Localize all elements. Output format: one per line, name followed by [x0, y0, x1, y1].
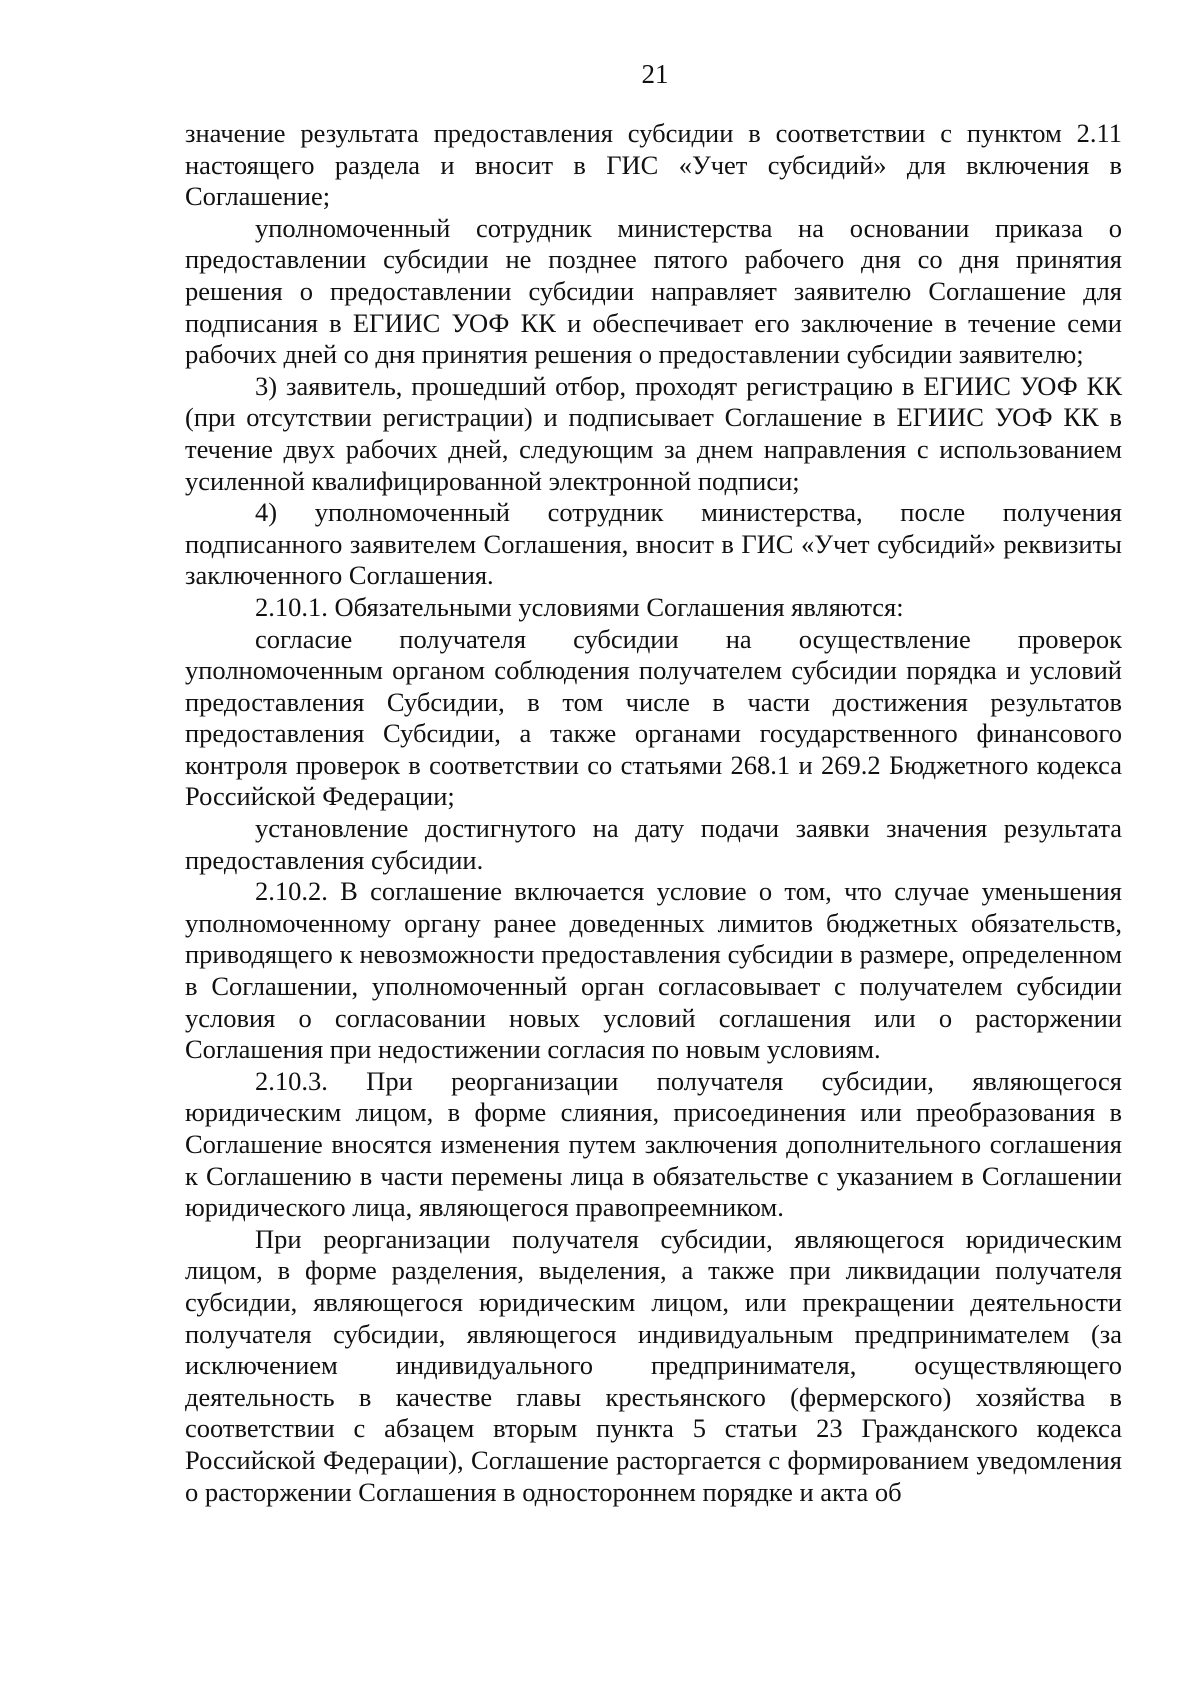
paragraph-2-10-2: 2.10.2. В соглашение включается условие о том, что случае уменьшения уполномоченному органу ранее доведенных лимитов бюджетных обязательств, приводящего к невозможности предоставления субсидии в размере, определенном в Соглашении, уполномоченный орган согласовывает с получателем субсидии условия о согласовании новых условий соглашения или о расторжении Соглашения при недостижении согласия по новым условиям. — [185, 876, 1122, 1065]
paragraph-result-value: значение результата предоставления субсидии в соответствии с пунктом 2.11 настоящего раздела и вносит в ГИС «Учет субсидий» для включения в Соглашение; — [185, 118, 1122, 212]
paragraph-item-4-agreement-details: 4) уполномоченный сотрудник министерства, после получения подписанного заявителем Соглашения, вносит в ГИС «Учет субсидий» реквизиты заключенного Соглашения. — [185, 497, 1122, 591]
paragraph-result-value-establishment: установление достигнутого на дату подачи заявки значения результата предоставления субсидии. — [185, 813, 1122, 875]
paragraph-2-10-3: 2.10.3. При реорганизации получателя субсидии, являющегося юридическим лицом, в форме слияния, присоединения или преобразования в Соглашение вносятся изменения путем заключения дополнительного соглашения к Соглашению в части перемены лица в обязательстве с указанием в Соглашении юридического лица, являющегося правопреемником. — [185, 1065, 1122, 1223]
page-number: 21 — [641, 59, 669, 89]
paragraph-item-3-registration: 3) заявитель, прошедший отбор, проходят регистрацию в ЕГИИС УОФ КК (при отсутствии регистрации) и подписывает Соглашение в ЕГИИС УОФ КК в течение двух рабочих дней, следующим за днем направления с использованием усиленной квалифицированной электронной подписи; — [185, 370, 1122, 496]
paragraph-authorized-employee-sends-agreement: уполномоченный сотрудник министерства на основании приказа о предоставлении субсидии не позднее пятого рабочего дня со дня принятия решения о предоставлении субсидии направляет заявителю Соглашение для подписания в ЕГИИС УОФ КК и обеспечивает его заключение в течение семи рабочих дней со дня принятия решения о предоставлении субсидии заявителю; — [185, 212, 1122, 370]
paragraph-2-10-1-heading: 2.10.1. Обязательными условиями Соглашения являются: — [255, 591, 904, 622]
paragraph-consent-to-inspections: согласие получателя субсидии на осуществление проверок уполномоченным органом соблюдения получателем субсидии порядка и условий предоставления Субсидии, в том числе в части достижения результатов предоставления Субсидии, а также органами государственного финансового контроля проверок в соответствии со статьями 268.1 и 269.2 Бюджетного кодекса Российской Федерации; — [185, 623, 1122, 812]
document-body — [185, 118, 1122, 1508]
paragraph-reorganization-termination: При реорганизации получателя субсидии, являющегося юридическим лицом, в форме разделения, выделения, а также при ликвидации получателя субсидии, являющегося юридическим лицом, или прекращении деятельности получателя субсидии, являющегося индивидуальным предпринимателем (за исключением индивидуального предпринимателя, осуществляющего деятельность в качестве главы крестьянского (фермерского) хозяйства в соответствии с абзацем вторым пункта 5 статьи 23 Гражданского кодекса Российской Федерации), Соглашение расторгается с формированием уведомления о расторжении Соглашения в одностороннем порядке и акта об — [185, 1223, 1122, 1507]
